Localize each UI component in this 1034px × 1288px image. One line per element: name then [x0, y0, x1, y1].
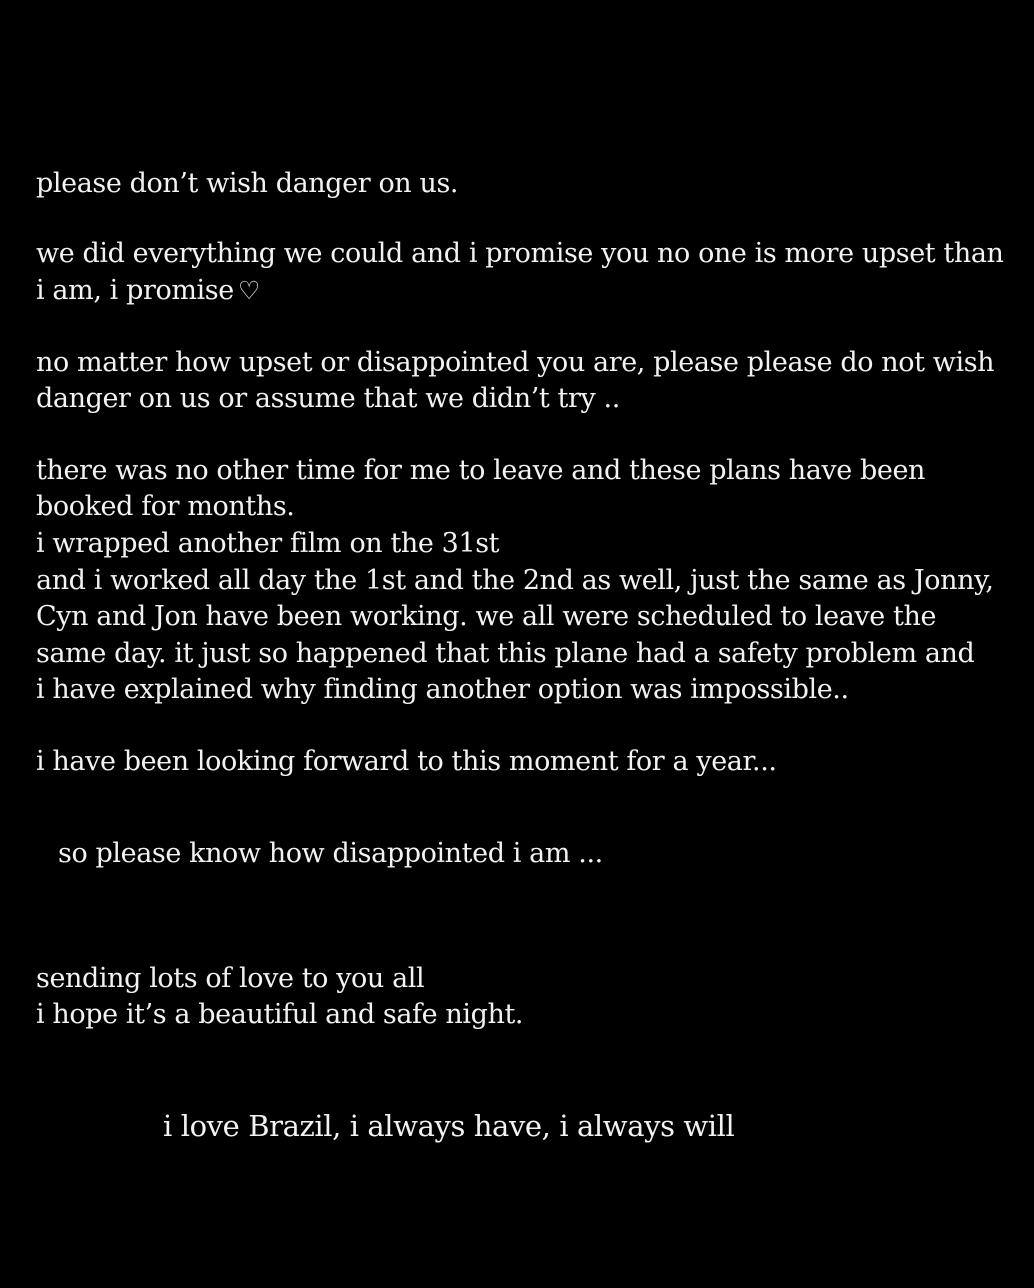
message-line: i hope it’s a beautiful and safe night. [36, 999, 524, 1030]
message-line: i wrapped another film on the 31st [36, 528, 500, 559]
message-line: Cyn and Jon have been working. we all were scheduled to leave the [36, 601, 937, 632]
message-line-with-heart [36, 273, 260, 309]
message-line: we did everything we could and i promise you no one is more upset than [36, 238, 1004, 269]
message-line: and i worked all day the 1st and the 2nd as well, just the same as Jonny, [36, 565, 994, 596]
message-line: booked for months. [36, 491, 295, 522]
message-line-text: i am, i promise [36, 275, 234, 306]
message-line: there was no other time for me to leave and these plans have been [36, 455, 926, 486]
message-line: danger on us or assume that we didn’t try .. [36, 383, 620, 414]
message-line: please don’t wish danger on us. [36, 168, 459, 199]
closing-line: i love Brazil, i always have, i always will [163, 1109, 735, 1143]
message-line: i have explained why finding another option was impossible.. [36, 674, 849, 705]
message-line: so please know how disappointed i am ... [58, 838, 603, 869]
message-line: i have been looking forward to this moment for a year... [36, 746, 777, 777]
heart-outline-icon: ♡ [237, 276, 260, 305]
message-line: no matter how upset or disappointed you are, please please do not wish [36, 347, 995, 378]
message-line: sending lots of love to you all [36, 963, 425, 994]
message-line: same day. it just so happened that this plane had a safety problem and [36, 638, 975, 669]
